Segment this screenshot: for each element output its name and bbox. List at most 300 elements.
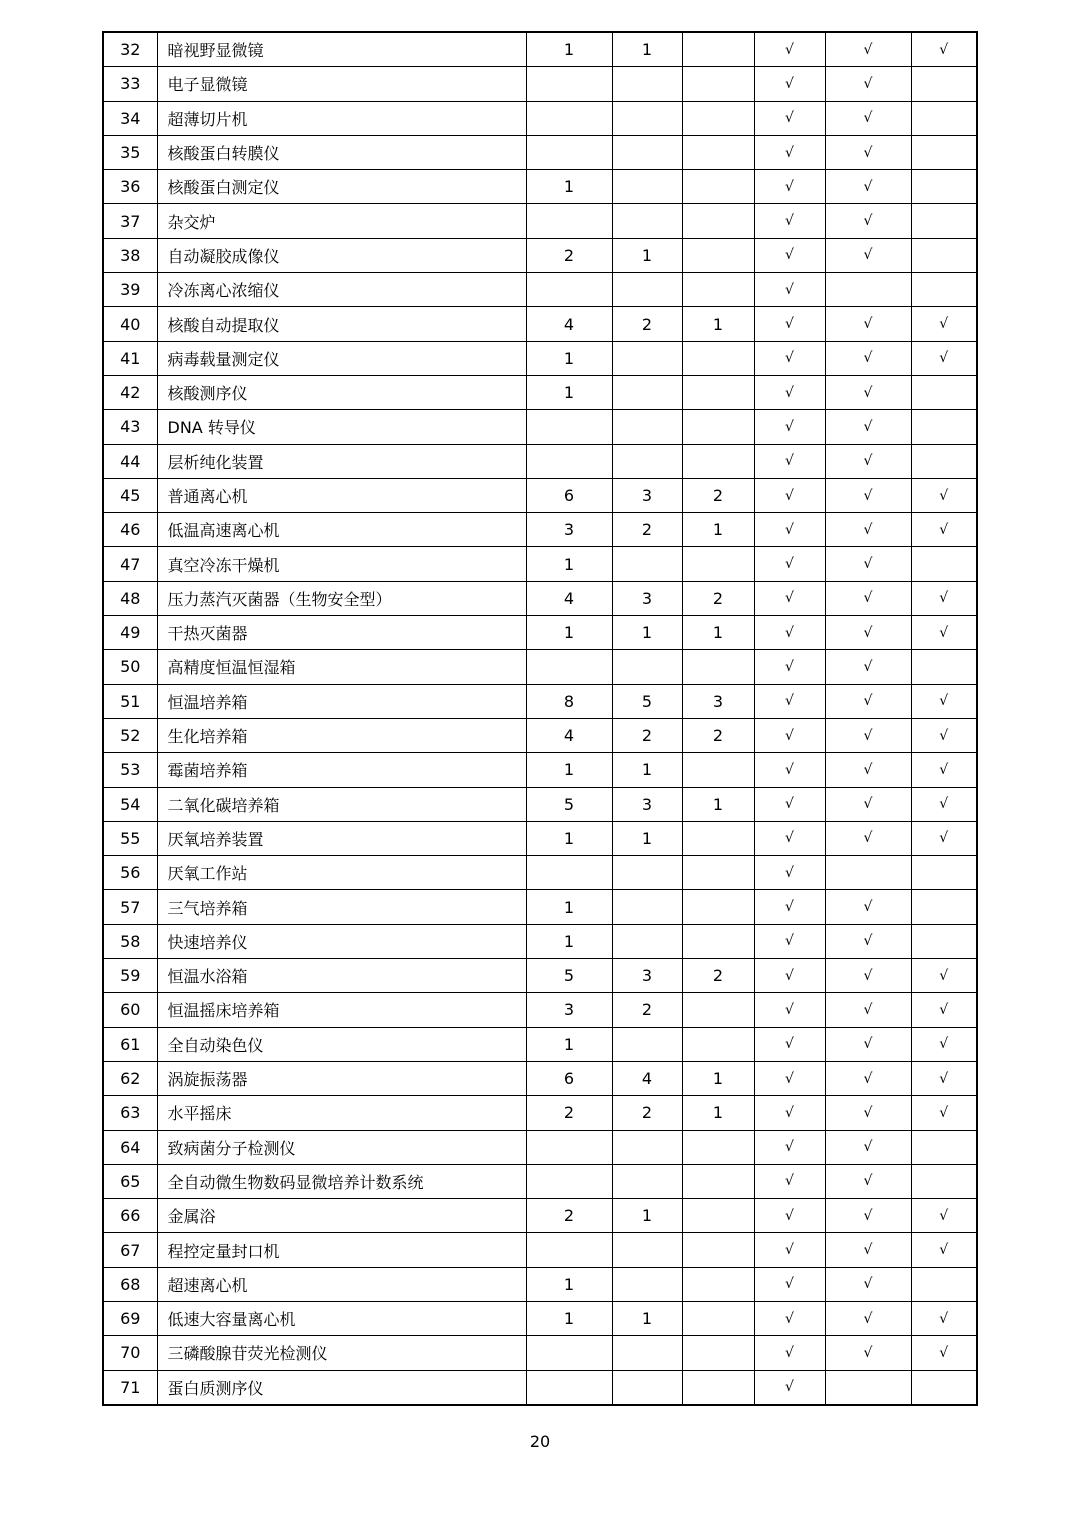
- qty-level-1-cell: 1: [526, 1267, 612, 1301]
- qty-level-3-cell: 3: [682, 684, 754, 718]
- check-level-a-cell: √: [754, 1096, 825, 1130]
- table-row: [103, 238, 977, 272]
- row-number-cell: 46: [103, 513, 157, 547]
- table-row: [103, 32, 977, 67]
- check-level-b-cell: [825, 273, 911, 307]
- qty-level-2-cell: [612, 444, 682, 478]
- equipment-name-cell: 恒温培养箱: [157, 684, 526, 718]
- table-row: [103, 1267, 977, 1301]
- row-number-cell: 57: [103, 890, 157, 924]
- check-level-c-cell: √: [911, 1027, 977, 1061]
- check-level-a-cell: √: [754, 650, 825, 684]
- equipment-name-cell: 核酸蛋白测定仪: [157, 170, 526, 204]
- check-level-c-cell: √: [911, 684, 977, 718]
- check-level-b-cell: √: [825, 1027, 911, 1061]
- check-level-c-cell: [911, 1267, 977, 1301]
- equipment-name-cell: 高精度恒温恒湿箱: [157, 650, 526, 684]
- check-level-c-cell: √: [911, 1061, 977, 1095]
- equipment-name-cell: 超速离心机: [157, 1267, 526, 1301]
- equipment-name-cell: 暗视野显微镜: [157, 32, 526, 67]
- check-level-c-cell: [911, 856, 977, 890]
- check-level-c-cell: [911, 67, 977, 101]
- row-number-cell: 54: [103, 787, 157, 821]
- check-level-a-cell: √: [754, 616, 825, 650]
- qty-level-3-cell: [682, 650, 754, 684]
- qty-level-2-cell: 5: [612, 684, 682, 718]
- qty-level-3-cell: 1: [682, 307, 754, 341]
- qty-level-3-cell: [682, 170, 754, 204]
- check-level-b-cell: √: [825, 1267, 911, 1301]
- check-level-a-cell: √: [754, 273, 825, 307]
- row-number-cell: 42: [103, 375, 157, 409]
- qty-level-1-cell: 1: [526, 616, 612, 650]
- qty-level-2-cell: [612, 1164, 682, 1198]
- qty-level-3-cell: 1: [682, 616, 754, 650]
- check-level-b-cell: √: [825, 307, 911, 341]
- check-level-a-cell: √: [754, 101, 825, 135]
- check-level-a-cell: √: [754, 341, 825, 375]
- check-level-c-cell: √: [911, 1096, 977, 1130]
- equipment-name-cell: 干热灭菌器: [157, 616, 526, 650]
- qty-level-1-cell: 1: [526, 1027, 612, 1061]
- check-level-a-cell: √: [754, 1027, 825, 1061]
- row-number-cell: 49: [103, 616, 157, 650]
- qty-level-2-cell: 1: [612, 616, 682, 650]
- qty-level-3-cell: [682, 1130, 754, 1164]
- check-level-c-cell: [911, 204, 977, 238]
- table-row: [103, 375, 977, 409]
- equipment-table: [102, 31, 978, 1406]
- qty-level-1-cell: 1: [526, 890, 612, 924]
- equipment-name-cell: 病毒载量测定仪: [157, 341, 526, 375]
- row-number-cell: 34: [103, 101, 157, 135]
- check-level-b-cell: √: [825, 581, 911, 615]
- equipment-name-cell: 厌氧工作站: [157, 856, 526, 890]
- check-level-a-cell: √: [754, 238, 825, 272]
- check-level-a-cell: √: [754, 821, 825, 855]
- check-level-a-cell: √: [754, 307, 825, 341]
- check-level-a-cell: √: [754, 444, 825, 478]
- qty-level-3-cell: [682, 1267, 754, 1301]
- check-level-c-cell: √: [911, 959, 977, 993]
- qty-level-2-cell: 3: [612, 787, 682, 821]
- check-level-b-cell: √: [825, 170, 911, 204]
- qty-level-2-cell: [612, 1370, 682, 1405]
- qty-level-2-cell: 1: [612, 1301, 682, 1335]
- qty-level-1-cell: [526, 101, 612, 135]
- qty-level-2-cell: 2: [612, 307, 682, 341]
- qty-level-3-cell: 1: [682, 787, 754, 821]
- table-row: [103, 478, 977, 512]
- table-row: [103, 1027, 977, 1061]
- check-level-c-cell: √: [911, 1336, 977, 1370]
- table-row: [103, 1061, 977, 1095]
- qty-level-1-cell: 1: [526, 32, 612, 67]
- equipment-name-cell: 真空冷冻干燥机: [157, 547, 526, 581]
- check-level-b-cell: √: [825, 753, 911, 787]
- check-level-b-cell: [825, 856, 911, 890]
- check-level-b-cell: √: [825, 1199, 911, 1233]
- check-level-c-cell: [911, 375, 977, 409]
- table-row: [103, 101, 977, 135]
- check-level-b-cell: √: [825, 67, 911, 101]
- qty-level-2-cell: 2: [612, 513, 682, 547]
- check-level-c-cell: √: [911, 581, 977, 615]
- check-level-b-cell: √: [825, 650, 911, 684]
- qty-level-1-cell: [526, 410, 612, 444]
- qty-level-2-cell: 1: [612, 821, 682, 855]
- check-level-a-cell: √: [754, 718, 825, 752]
- check-level-a-cell: √: [754, 1370, 825, 1405]
- row-number-cell: 71: [103, 1370, 157, 1405]
- row-number-cell: 61: [103, 1027, 157, 1061]
- equipment-name-cell: 核酸测序仪: [157, 375, 526, 409]
- check-level-b-cell: √: [825, 341, 911, 375]
- check-level-b-cell: √: [825, 513, 911, 547]
- table-row: [103, 616, 977, 650]
- check-level-c-cell: √: [911, 1301, 977, 1335]
- qty-level-2-cell: [612, 375, 682, 409]
- qty-level-2-cell: [612, 650, 682, 684]
- equipment-name-cell: 快速培养仪: [157, 924, 526, 958]
- check-level-c-cell: √: [911, 32, 977, 67]
- row-number-cell: 65: [103, 1164, 157, 1198]
- row-number-cell: 35: [103, 135, 157, 169]
- check-level-c-cell: √: [911, 478, 977, 512]
- qty-level-2-cell: [612, 67, 682, 101]
- check-level-b-cell: √: [825, 204, 911, 238]
- check-level-c-cell: [911, 170, 977, 204]
- check-level-b-cell: √: [825, 684, 911, 718]
- check-level-a-cell: √: [754, 513, 825, 547]
- check-level-b-cell: √: [825, 993, 911, 1027]
- qty-level-3-cell: 1: [682, 1061, 754, 1095]
- qty-level-2-cell: [612, 341, 682, 375]
- table-row: [103, 67, 977, 101]
- check-level-a-cell: √: [754, 959, 825, 993]
- equipment-name-cell: 层析纯化装置: [157, 444, 526, 478]
- check-level-c-cell: [911, 101, 977, 135]
- equipment-name-cell: 普通离心机: [157, 478, 526, 512]
- qty-level-1-cell: 6: [526, 478, 612, 512]
- row-number-cell: 32: [103, 32, 157, 67]
- table-row: [103, 993, 977, 1027]
- check-level-c-cell: [911, 547, 977, 581]
- qty-level-1-cell: 3: [526, 993, 612, 1027]
- qty-level-3-cell: [682, 135, 754, 169]
- table-row: [103, 581, 977, 615]
- qty-level-1-cell: 4: [526, 307, 612, 341]
- check-level-b-cell: √: [825, 787, 911, 821]
- qty-level-3-cell: [682, 67, 754, 101]
- check-level-a-cell: √: [754, 478, 825, 512]
- qty-level-1-cell: 1: [526, 170, 612, 204]
- qty-level-3-cell: [682, 204, 754, 238]
- qty-level-1-cell: [526, 1336, 612, 1370]
- row-number-cell: 47: [103, 547, 157, 581]
- table-row: [103, 787, 977, 821]
- qty-level-2-cell: 2: [612, 1096, 682, 1130]
- row-number-cell: 70: [103, 1336, 157, 1370]
- table-row: [103, 1233, 977, 1267]
- qty-level-1-cell: 4: [526, 718, 612, 752]
- row-number-cell: 33: [103, 67, 157, 101]
- row-number-cell: 52: [103, 718, 157, 752]
- check-level-a-cell: √: [754, 993, 825, 1027]
- check-level-c-cell: [911, 135, 977, 169]
- equipment-name-cell: 致病菌分子检测仪: [157, 1130, 526, 1164]
- qty-level-2-cell: 2: [612, 993, 682, 1027]
- check-level-c-cell: √: [911, 753, 977, 787]
- qty-level-3-cell: [682, 1370, 754, 1405]
- check-level-b-cell: √: [825, 1096, 911, 1130]
- equipment-name-cell: 金属浴: [157, 1199, 526, 1233]
- qty-level-1-cell: 1: [526, 1301, 612, 1335]
- table-row: [103, 856, 977, 890]
- qty-level-2-cell: 3: [612, 959, 682, 993]
- check-level-a-cell: √: [754, 753, 825, 787]
- check-level-c-cell: [911, 890, 977, 924]
- equipment-name-cell: 三磷酸腺苷荧光检测仪: [157, 1336, 526, 1370]
- check-level-a-cell: √: [754, 1233, 825, 1267]
- qty-level-1-cell: [526, 1130, 612, 1164]
- table-row: [103, 547, 977, 581]
- equipment-name-cell: 水平摇床: [157, 1096, 526, 1130]
- row-number-cell: 67: [103, 1233, 157, 1267]
- qty-level-2-cell: [612, 890, 682, 924]
- row-number-cell: 62: [103, 1061, 157, 1095]
- equipment-name-cell: 超薄切片机: [157, 101, 526, 135]
- check-level-c-cell: [911, 1164, 977, 1198]
- check-level-b-cell: √: [825, 101, 911, 135]
- table-row: [103, 1370, 977, 1405]
- qty-level-3-cell: [682, 410, 754, 444]
- qty-level-1-cell: [526, 1164, 612, 1198]
- check-level-c-cell: √: [911, 993, 977, 1027]
- table-body: [103, 32, 977, 1405]
- check-level-a-cell: √: [754, 375, 825, 409]
- qty-level-3-cell: [682, 375, 754, 409]
- check-level-a-cell: √: [754, 32, 825, 67]
- qty-level-3-cell: 1: [682, 513, 754, 547]
- qty-level-3-cell: [682, 341, 754, 375]
- check-level-b-cell: √: [825, 890, 911, 924]
- qty-level-3-cell: [682, 993, 754, 1027]
- qty-level-2-cell: [612, 170, 682, 204]
- check-level-c-cell: √: [911, 821, 977, 855]
- qty-level-1-cell: 6: [526, 1061, 612, 1095]
- qty-level-1-cell: 8: [526, 684, 612, 718]
- qty-level-3-cell: [682, 821, 754, 855]
- row-number-cell: 40: [103, 307, 157, 341]
- table-row: [103, 1336, 977, 1370]
- row-number-cell: 63: [103, 1096, 157, 1130]
- check-level-b-cell: √: [825, 821, 911, 855]
- qty-level-3-cell: [682, 238, 754, 272]
- equipment-name-cell: 低温高速离心机: [157, 513, 526, 547]
- table-row: [103, 753, 977, 787]
- qty-level-1-cell: 5: [526, 787, 612, 821]
- equipment-name-cell: 电子显微镜: [157, 67, 526, 101]
- check-level-b-cell: √: [825, 616, 911, 650]
- table-row: [103, 924, 977, 958]
- qty-level-3-cell: [682, 1301, 754, 1335]
- qty-level-1-cell: [526, 856, 612, 890]
- check-level-b-cell: √: [825, 718, 911, 752]
- row-number-cell: 44: [103, 444, 157, 478]
- row-number-cell: 45: [103, 478, 157, 512]
- check-level-b-cell: √: [825, 135, 911, 169]
- check-level-a-cell: √: [754, 856, 825, 890]
- qty-level-1-cell: 2: [526, 1199, 612, 1233]
- equipment-name-cell: 二氧化碳培养箱: [157, 787, 526, 821]
- table-row: [103, 1130, 977, 1164]
- qty-level-3-cell: [682, 1233, 754, 1267]
- check-level-b-cell: √: [825, 1233, 911, 1267]
- check-level-a-cell: √: [754, 1267, 825, 1301]
- qty-level-2-cell: [612, 547, 682, 581]
- qty-level-2-cell: [612, 1130, 682, 1164]
- check-level-a-cell: √: [754, 581, 825, 615]
- check-level-a-cell: √: [754, 1061, 825, 1095]
- equipment-name-cell: 压力蒸汽灭菌器（生物安全型）: [157, 581, 526, 615]
- qty-level-2-cell: [612, 135, 682, 169]
- check-level-b-cell: √: [825, 959, 911, 993]
- check-level-a-cell: √: [754, 787, 825, 821]
- equipment-name-cell: 厌氧培养装置: [157, 821, 526, 855]
- check-level-b-cell: √: [825, 478, 911, 512]
- qty-level-1-cell: 1: [526, 821, 612, 855]
- qty-level-1-cell: 3: [526, 513, 612, 547]
- table-row: [103, 1164, 977, 1198]
- qty-level-1-cell: 1: [526, 341, 612, 375]
- qty-level-2-cell: [612, 1336, 682, 1370]
- check-level-a-cell: √: [754, 1336, 825, 1370]
- check-level-b-cell: [825, 1370, 911, 1405]
- row-number-cell: 50: [103, 650, 157, 684]
- qty-level-3-cell: 2: [682, 478, 754, 512]
- check-level-c-cell: √: [911, 341, 977, 375]
- row-number-cell: 39: [103, 273, 157, 307]
- qty-level-3-cell: 2: [682, 959, 754, 993]
- check-level-c-cell: [911, 650, 977, 684]
- check-level-c-cell: [911, 1370, 977, 1405]
- qty-level-2-cell: 3: [612, 581, 682, 615]
- table-row: [103, 170, 977, 204]
- qty-level-2-cell: 1: [612, 753, 682, 787]
- check-level-a-cell: √: [754, 204, 825, 238]
- table-row: [103, 410, 977, 444]
- qty-level-1-cell: [526, 135, 612, 169]
- check-level-c-cell: √: [911, 616, 977, 650]
- check-level-a-cell: √: [754, 890, 825, 924]
- qty-level-2-cell: [612, 101, 682, 135]
- table-row: [103, 307, 977, 341]
- equipment-name-cell: 恒温摇床培养箱: [157, 993, 526, 1027]
- qty-level-2-cell: [612, 410, 682, 444]
- check-level-c-cell: √: [911, 718, 977, 752]
- check-level-a-cell: √: [754, 924, 825, 958]
- equipment-name-cell: 冷冻离心浓缩仪: [157, 273, 526, 307]
- row-number-cell: 48: [103, 581, 157, 615]
- row-number-cell: 53: [103, 753, 157, 787]
- equipment-name-cell: 杂交炉: [157, 204, 526, 238]
- qty-level-1-cell: 2: [526, 1096, 612, 1130]
- qty-level-3-cell: [682, 101, 754, 135]
- check-level-c-cell: [911, 444, 977, 478]
- equipment-name-cell: 三气培养箱: [157, 890, 526, 924]
- qty-level-2-cell: 3: [612, 478, 682, 512]
- check-level-c-cell: √: [911, 1199, 977, 1233]
- table-row: [103, 959, 977, 993]
- table-row: [103, 650, 977, 684]
- check-level-c-cell: [911, 924, 977, 958]
- qty-level-3-cell: [682, 1199, 754, 1233]
- qty-level-3-cell: [682, 547, 754, 581]
- qty-level-2-cell: [612, 273, 682, 307]
- row-number-cell: 36: [103, 170, 157, 204]
- table-row: [103, 273, 977, 307]
- equipment-name-cell: 霉菌培养箱: [157, 753, 526, 787]
- check-level-a-cell: √: [754, 135, 825, 169]
- qty-level-1-cell: 1: [526, 375, 612, 409]
- qty-level-3-cell: 2: [682, 581, 754, 615]
- qty-level-1-cell: 4: [526, 581, 612, 615]
- check-level-a-cell: √: [754, 1164, 825, 1198]
- check-level-b-cell: √: [825, 924, 911, 958]
- row-number-cell: 69: [103, 1301, 157, 1335]
- check-level-b-cell: √: [825, 1130, 911, 1164]
- check-level-c-cell: [911, 1130, 977, 1164]
- equipment-name-cell: 核酸蛋白转膜仪: [157, 135, 526, 169]
- row-number-cell: 64: [103, 1130, 157, 1164]
- table-row: [103, 1301, 977, 1335]
- check-level-a-cell: √: [754, 547, 825, 581]
- qty-level-1-cell: [526, 204, 612, 238]
- check-level-b-cell: √: [825, 1061, 911, 1095]
- qty-level-1-cell: 1: [526, 753, 612, 787]
- equipment-name-cell: 蛋白质测序仪: [157, 1370, 526, 1405]
- check-level-c-cell: √: [911, 787, 977, 821]
- qty-level-3-cell: [682, 924, 754, 958]
- qty-level-2-cell: [612, 1233, 682, 1267]
- qty-level-3-cell: [682, 1164, 754, 1198]
- check-level-c-cell: [911, 410, 977, 444]
- qty-level-1-cell: [526, 1370, 612, 1405]
- equipment-name-cell: 程控定量封口机: [157, 1233, 526, 1267]
- qty-level-3-cell: [682, 1336, 754, 1370]
- check-level-a-cell: √: [754, 1301, 825, 1335]
- check-level-b-cell: √: [825, 547, 911, 581]
- check-level-b-cell: √: [825, 375, 911, 409]
- table-row: [103, 204, 977, 238]
- equipment-name-cell: 低速大容量离心机: [157, 1301, 526, 1335]
- check-level-c-cell: [911, 238, 977, 272]
- qty-level-2-cell: 4: [612, 1061, 682, 1095]
- table-row: [103, 513, 977, 547]
- qty-level-3-cell: [682, 32, 754, 67]
- row-number-cell: 68: [103, 1267, 157, 1301]
- check-level-c-cell: √: [911, 513, 977, 547]
- qty-level-2-cell: 1: [612, 238, 682, 272]
- row-number-cell: 60: [103, 993, 157, 1027]
- row-number-cell: 56: [103, 856, 157, 890]
- row-number-cell: 55: [103, 821, 157, 855]
- table-row: [103, 718, 977, 752]
- qty-level-1-cell: [526, 1233, 612, 1267]
- check-level-a-cell: √: [754, 170, 825, 204]
- table-row: [103, 1096, 977, 1130]
